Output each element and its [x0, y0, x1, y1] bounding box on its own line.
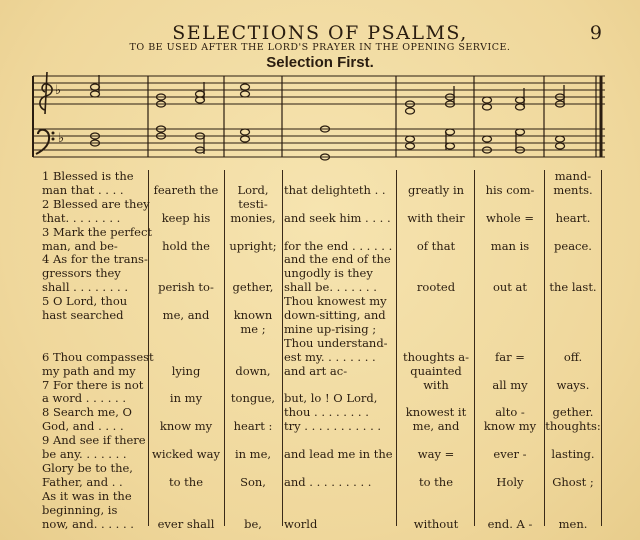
table-cell: 3 Mark the perfect	[42, 224, 153, 239]
psalm-text-table	[0, 170, 640, 540]
table-cell: peace.	[554, 238, 592, 253]
table-cell: know my	[483, 419, 537, 434]
table-cell: for the end . . . . . .	[284, 238, 393, 253]
treble-staff-lines	[33, 76, 605, 104]
table-cell: down-sitting, and	[284, 308, 386, 322]
table-row	[0, 267, 640, 280]
table-cell: testi-	[238, 196, 268, 211]
table-cell: wicked way	[152, 447, 220, 461]
table-cell: 8 Search me, O	[42, 405, 132, 420]
table-cell: shall be. . . . . . .	[284, 280, 377, 295]
table-cell: keep his	[161, 210, 211, 225]
table-row	[0, 295, 640, 308]
table-cell: 7 For there is not	[42, 377, 144, 392]
table-cell: gether,	[232, 280, 274, 295]
table-cell: and lead me in the	[284, 447, 393, 461]
table-cell: lasting.	[551, 447, 595, 461]
table-row	[0, 323, 640, 336]
table-row	[0, 240, 640, 253]
table-cell: est my. . . . . . . .	[284, 349, 376, 364]
table-row	[0, 434, 640, 447]
table-cell: ments.	[553, 182, 593, 197]
table-row	[0, 337, 640, 350]
table-cell: world	[284, 516, 318, 531]
table-cell: hold the	[162, 238, 210, 253]
table-cell: with their	[407, 210, 465, 225]
table-cell: and the end of the	[284, 252, 391, 267]
table-row	[0, 420, 640, 433]
table-row	[0, 392, 640, 405]
table-cell: 4 As for the trans-	[42, 252, 148, 267]
table-cell: my path and my	[42, 363, 136, 378]
table-cell: all my	[492, 377, 528, 392]
table-row	[0, 309, 640, 322]
table-cell: that. . . . . . . .	[42, 210, 121, 225]
table-cell: mine up-rising ;	[284, 321, 377, 336]
table-cell: in me,	[234, 447, 272, 461]
table-row	[0, 226, 640, 239]
music-staff	[0, 70, 640, 170]
treble-notes	[91, 75, 565, 114]
treble-flat-icon: ♭	[55, 83, 62, 98]
table-row	[0, 518, 640, 531]
table-cell: mand-	[554, 169, 592, 183]
table-cell: shall . . . . . . . .	[42, 280, 129, 295]
table-cell: 2 Blessed are they	[42, 196, 150, 211]
table-cell: Father, and . .	[42, 474, 123, 489]
table-cell: feareth the	[153, 182, 219, 197]
table-cell: of that	[416, 238, 456, 253]
table-cell: a word . . . . . .	[42, 391, 127, 406]
table-cell: be,	[244, 516, 262, 531]
table-row	[0, 351, 640, 364]
table-cell: upright;	[229, 238, 277, 253]
table-cell: known	[233, 308, 273, 322]
table-cell: know my	[159, 419, 213, 434]
table-cell: quainted	[410, 363, 462, 378]
table-cell: and seek him . . . .	[284, 210, 391, 225]
table-row	[0, 490, 640, 503]
table-cell: that delighteth . .	[284, 182, 386, 197]
table-cell: gressors they	[42, 266, 121, 281]
table-cell: Glory be to the,	[42, 460, 133, 475]
table-row	[0, 184, 640, 197]
table-cell: to the	[418, 474, 454, 489]
table-cell: man that . . . .	[42, 182, 124, 197]
table-cell: ways.	[556, 377, 590, 392]
table-cell: be any. . . . . . .	[42, 447, 127, 461]
table-cell: with	[423, 377, 449, 392]
table-cell: lying	[171, 363, 201, 378]
table-cell: tongue,	[230, 391, 276, 406]
table-cell: beginning, is	[42, 502, 118, 517]
table-cell: hast searched	[42, 308, 124, 322]
table-row	[0, 212, 640, 225]
table-row	[0, 198, 640, 211]
table-cell: Thou knowest my	[284, 294, 387, 309]
table-cell: ever shall	[157, 516, 215, 531]
table-cell: way =	[417, 447, 455, 461]
table-cell: thou . . . . . . . .	[284, 405, 369, 420]
table-cell: try . . . . . . . . . . .	[284, 419, 382, 434]
table-cell: out at	[492, 280, 528, 295]
table-cell: monies,	[230, 210, 276, 225]
table-cell: thoughts:	[545, 419, 601, 434]
table-row	[0, 406, 640, 419]
table-cell: God, and . . . .	[42, 419, 124, 434]
table-row	[0, 281, 640, 294]
table-cell: to the	[168, 474, 204, 489]
table-cell: 5 O Lord, thou	[42, 294, 128, 309]
table-cell: 1 Blessed is the	[42, 169, 134, 183]
table-cell: Lord,	[237, 182, 269, 197]
table-cell: without	[413, 516, 459, 531]
table-cell: rooted	[416, 280, 456, 295]
table-cell: far =	[495, 349, 525, 364]
table-cell: Holy	[496, 474, 524, 489]
table-cell: As it was in the	[42, 488, 132, 503]
table-cell: gether.	[552, 405, 594, 420]
table-cell: 6 Thou compassest	[42, 349, 154, 364]
table-cell: me ;	[240, 321, 266, 336]
table-cell: his com-	[485, 182, 535, 197]
table-cell: me, and	[412, 419, 460, 434]
table-cell: off.	[563, 349, 583, 364]
table-cell: the last.	[549, 280, 597, 295]
table-cell: perish to-	[158, 280, 214, 295]
table-row	[0, 504, 640, 517]
table-cell: now, and. . . . . .	[42, 516, 134, 531]
table-cell: ungodly is they	[284, 266, 373, 281]
table-cell: whole =	[486, 210, 534, 225]
page-title: SELECTIONS OF PSALMS,	[172, 22, 468, 44]
table-cell: and art ac-	[284, 363, 348, 378]
table-cell: alto -	[495, 405, 525, 420]
table-cell: Ghost ;	[552, 474, 594, 489]
table-cell: Son,	[240, 474, 266, 489]
selection-title: Selection First.	[266, 54, 374, 71]
table-row	[0, 476, 640, 489]
table-cell: down,	[235, 363, 271, 378]
table-cell: 9 And see if there	[42, 433, 146, 448]
table-cell: heart.	[555, 210, 591, 225]
page-number: 9	[589, 22, 602, 44]
bass-flat-icon: ♭	[58, 131, 65, 146]
table-cell: in my	[169, 391, 203, 406]
table-row	[0, 462, 640, 475]
table-cell: thoughts a-	[402, 349, 470, 364]
table-row	[0, 448, 640, 461]
barlines	[148, 76, 601, 157]
table-row	[0, 253, 640, 266]
table-cell: knowest it	[405, 405, 467, 420]
table-cell: Thou understand-	[284, 335, 388, 350]
table-cell: greatly in	[407, 182, 465, 197]
table-cell: man, and be-	[42, 238, 118, 253]
table-row	[0, 365, 640, 378]
treble-clef-icon	[40, 72, 52, 114]
table-cell: end. A -	[487, 516, 533, 531]
page-subtitle: TO BE USED AFTER THE LORD'S PRAYER IN THE OPENING SERVICE.	[129, 42, 511, 53]
table-cell: men.	[558, 516, 588, 531]
table-cell: and . . . . . . . . .	[284, 474, 372, 489]
table-cell: but, lo ! O Lord,	[284, 391, 378, 406]
table-cell: man is	[490, 238, 530, 253]
table-cell: ever -	[493, 447, 527, 461]
table-cell: heart :	[233, 419, 273, 434]
table-row	[0, 379, 640, 392]
table-row	[0, 170, 640, 183]
table-cell: me, and	[162, 308, 210, 322]
